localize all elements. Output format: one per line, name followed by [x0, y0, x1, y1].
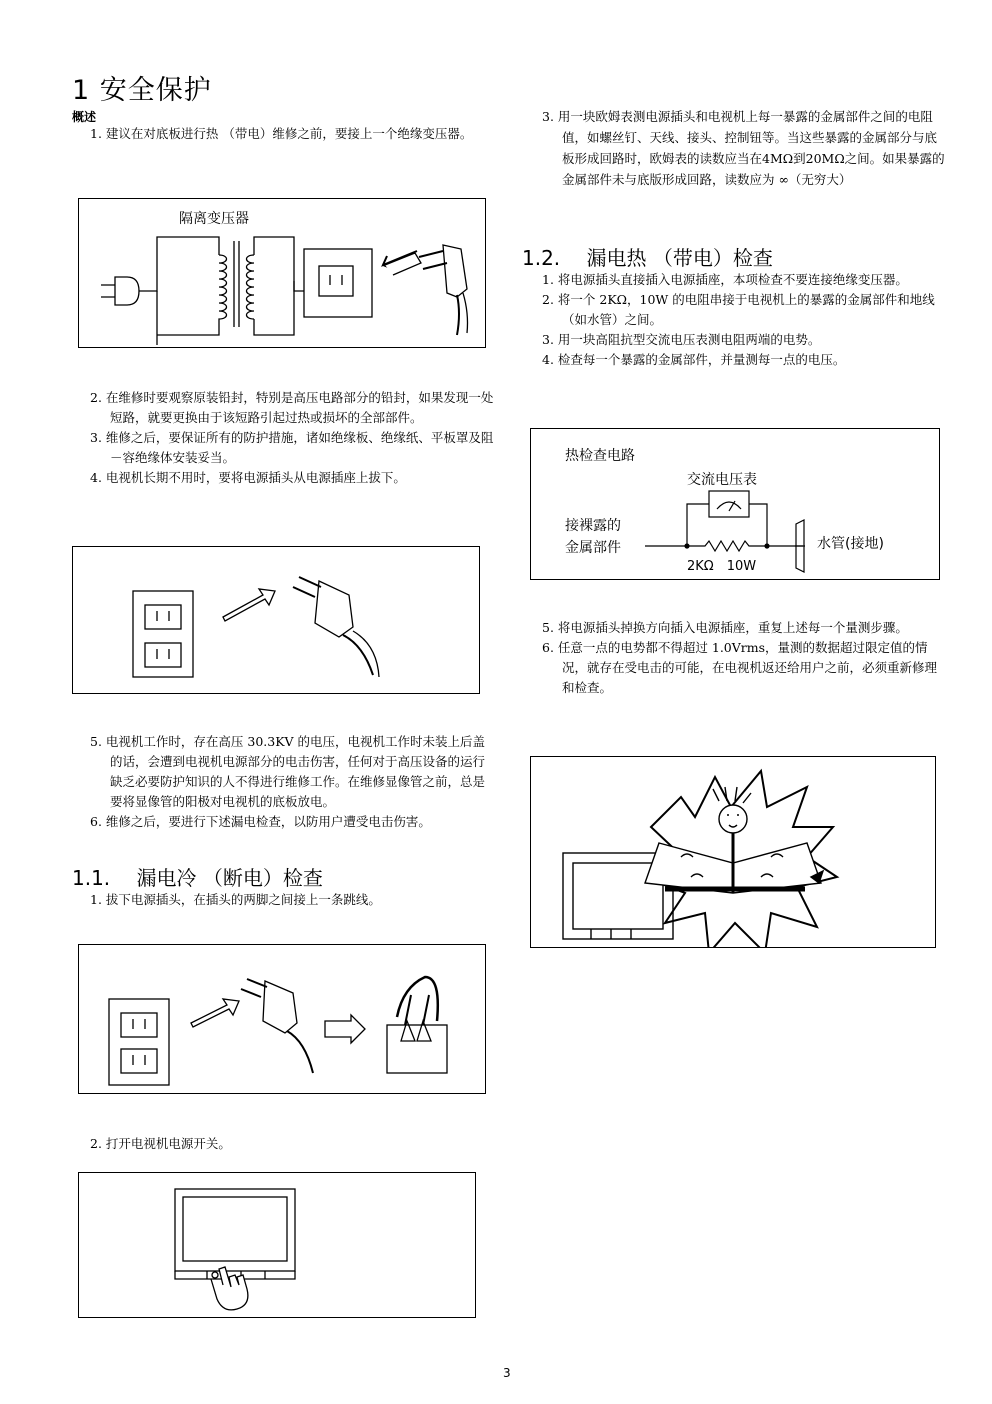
- list-item: 5. 将电源插头掉换方向插入电源插座，重复上述每一个量测步骤。: [542, 620, 908, 635]
- figure-jumper: [78, 944, 486, 1094]
- hot-check-diagram: [531, 429, 939, 579]
- list-item: 5. 电视机工作时，存在高压 30.3KV 的电压，电视机工作时未装上后盖的话，会遭到电视机电源部分的电击伤害，任何对于高压设备的运行缺乏必要防护知识的人不得进行维修工作。在维修显像管之前，总是要将显像管的阳极对电视机的底板放电。: [90, 734, 486, 809]
- resistor-label: 2KΩ 10W: [687, 559, 757, 574]
- list-item: 2. 将一个 2KΩ，10W 的电阻串接于电视机上的暴露的金属部件和地线 （如水管）之间。: [542, 292, 935, 327]
- right-list-b: [542, 270, 946, 370]
- list-item: 1. 建议在对底板进行热 （带电）维修之前，要接上一个绝缘变压器。: [90, 126, 473, 141]
- list-item: 1. 将电源插头直接插入电源插座，本项检查不要连接绝缘变压器。: [542, 272, 908, 287]
- list-item: 4. 检查每一个暴露的金属部件，并量测每一点的电压。: [542, 352, 846, 367]
- list-item: 3. 维修之后，要保证所有的防护措施，诸如绝缘板、绝缘纸、平板罩及阻－容绝缘体安装妥当。: [90, 430, 494, 465]
- right-list-c: [542, 618, 946, 698]
- unplug-diagram: [73, 547, 479, 693]
- list-item: 3. 用一块欧姆表测电源插头和电视机上每一暴露的金属部件之间的电阻值，如螺丝钉、天线、接头、控制钮等。当这些暴露的金属部分与底板形成回路时，欧姆表的读数应当在4MΩ到20MΩ之间。如果暴露的金属部件未与底版形成回路，读数应为 ∞（无穷大）: [542, 109, 945, 187]
- list-item: 4. 电视机长期不用时，要将电源插头从电源插座上拔下。: [90, 470, 406, 485]
- transformer-label: 隔离变压器: [179, 211, 249, 227]
- jumper-diagram: [79, 945, 485, 1093]
- electric-shock-illustration: [531, 757, 935, 947]
- hot-check-title: 热检查电路: [565, 448, 635, 464]
- voltmeter-label: 交流电压表: [687, 472, 757, 488]
- overview-label: 概述: [72, 110, 97, 124]
- power-switch-diagram: [79, 1173, 475, 1317]
- list-item: 6. 任意一点的电势都不得超过 1.0Vrms，量测的数据超过限定值的情况，就存在受电击的可能，在电视机返还给用户之前，必须重新修理和检查。: [542, 640, 938, 695]
- figure-unplug: [72, 546, 480, 694]
- list-item: 6. 维修之后，要进行下述漏电检查，以防用户遭受电击伤害。: [90, 814, 431, 829]
- page-title: 1 安全保护: [72, 75, 212, 106]
- figure-electric-shock: [530, 756, 936, 948]
- transformer-diagram: [79, 199, 485, 347]
- left-list-c: [90, 732, 496, 832]
- left-list-e: [90, 1134, 496, 1154]
- list-item: 2. 打开电视机电源开关。: [90, 1136, 231, 1151]
- left-list-b: [90, 388, 496, 488]
- metal-part-label-2: 金属部件: [565, 540, 621, 556]
- ground-label: 水管(接地): [817, 536, 884, 552]
- list-item: 2. 在维修时要观察原装铅封，特别是高压电路部分的铅封，如果发现一处短路，就要更换由于该短路引起过热或损坏的全部部件。: [90, 390, 494, 425]
- section-1-1-title: 1.1. 漏电冷 （断电）检查: [72, 866, 323, 890]
- list-item: 1. 拔下电源插头，在插头的两脚之间接上一条跳线。: [90, 892, 381, 907]
- right-list-a: [542, 106, 946, 190]
- left-list-a: [90, 124, 496, 144]
- figure-isolation-transformer: [78, 198, 486, 348]
- metal-part-label-1: 接裸露的: [565, 518, 621, 534]
- figure-power-switch: [78, 1172, 476, 1318]
- section-1-2-title: 1.2. 漏电热 （带电）检查: [522, 246, 773, 270]
- page-number: 3: [503, 1366, 511, 1380]
- figure-hot-check-circuit: [530, 428, 940, 580]
- left-list-d: [90, 890, 496, 910]
- list-item: 3. 用一块高阻抗型交流电压表测电阻两端的电势。: [542, 332, 821, 347]
